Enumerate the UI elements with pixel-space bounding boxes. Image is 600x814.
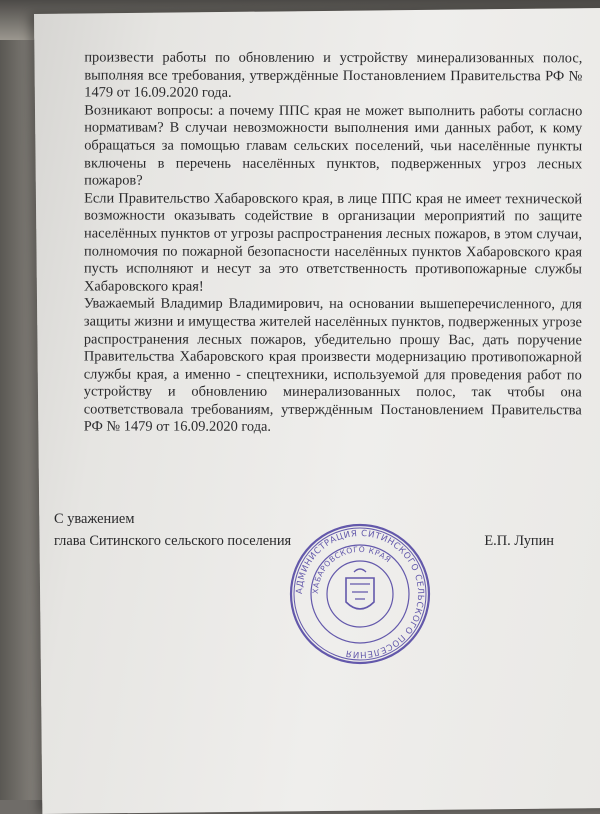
stamp-outer-text: АДМИНИСТРАЦИЯ СИТИНСКОГО СЕЛЬСКОГО ПОСЕЛЕНИЯ <box>294 528 426 660</box>
closing-text: С уважением <box>54 511 135 527</box>
paragraph-3: Если Правительство Хабаровского края, в лице ППС края не имеет технической возможности оказывать содействие в организации мероприятий по защите населённых пунктов от угрозы распространения лесных пожаров, в этом случаи, полномочия по пожарной безопасности населённых пунктов Хабаровского края пусть исполняют и несут за это ответственность противопожарные службы Хабаровского края! <box>83 190 583 295</box>
paragraph-2: Возникают вопросы: а почему ППС края не может выполнить работы согласно нормативам? В случаи невозможности выполнения ими данных работ, к кому обращаться за помощью главам сельских поселений, чьи населённые пункты включены в перечень населённых пунктов, подверженных угроз лесных пожаров? <box>84 102 583 189</box>
signer-name: Е.П. Лупин <box>484 533 554 549</box>
signer-position: глава Ситинского сельского поселения <box>54 533 292 549</box>
paragraph-1: произвести работы по обновлению и устройству минерализованных полос, выполняя все требования, утверждённые Постановлением Правительства РФ № 1479 от 16.09.2020 года. <box>84 49 583 101</box>
document-page <box>34 8 600 814</box>
letter-body <box>84 49 583 437</box>
paragraph-4: Уважаемый Владимир Владимирович, на основании вышеперечисленного, для защиты жизни и имущества жителей населённых пунктов, подверженных угрозе распространения лесных пожаров, убедительно прошу Вас, дать поручение Правительства Хабаровского края произвести модернизацию противопожарной службы края, а именно - спецтехники, используемой для проведения работ по устройству и обновлению минерализованных полос, так чтобы она соответствовала требованиям, утверждённым Постановлением Правительства РФ № 1479 от 16.09.2020 года. <box>83 295 582 436</box>
official-stamp-icon <box>288 522 432 666</box>
stamp-inner-text: ХАБАРОВСКОГО КРАЯ <box>310 544 393 595</box>
